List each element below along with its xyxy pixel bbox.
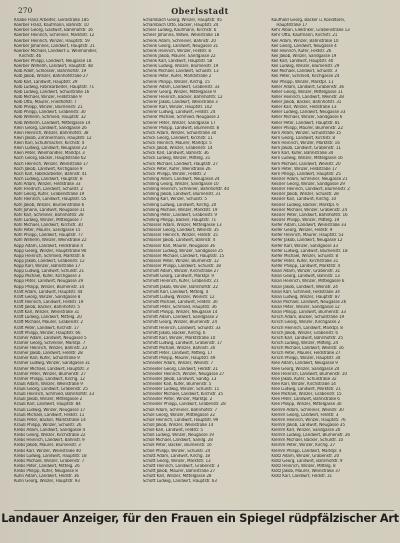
directory-entry: Klotz Georg, Landwirt, Bahnhofstr. 9 (271, 458, 343, 464)
directory-entry: Klein Peter, Weinhändler, Marktpl. 3 (14, 151, 85, 157)
directory-entry: Krauß Ludwig, Winzer, Neugasse 17 (14, 407, 86, 413)
directory-entry: Kern Philipp, Landwirt, Hauptstr. 25 (271, 171, 341, 177)
directory-entry: Krebs Karl, Winzer, Weinstraße 40 (14, 448, 81, 454)
directory-entry: Schick Adam, Winzer, Schulstraße 30 (142, 130, 217, 136)
directory-entry: Kessler Heinrich, Landwirt, Blumenstr. 2 (271, 187, 350, 193)
directory-entry: Keil Karl, Landwirt, Hauptstr. 40 (271, 59, 334, 64)
directory-entry: Knabe Franz Arbeiter, Gerastraße 185 (14, 18, 89, 23)
directory-entry: Kessler Peter, Landwirt, Bahnhofstr. 16 (271, 212, 348, 218)
directory-entry: Kilian Philipp, Landwirt, Blumenstr. 33 (271, 310, 346, 316)
directory-entry: Kopp Georg, Winzer, Hauptstraße 90 (14, 248, 87, 254)
directory-entry: Schmitt Jakob, Bäcker, Kirchg. 6 (142, 330, 206, 336)
directory-entry: Kramer Philipp, Landwirt, Kirchg. 12 (14, 376, 85, 382)
directory-entry: Kessler Georg, Winzer, Sandgasse 29 (271, 182, 345, 187)
directory-entry: Klotz Heinrich, Winzer, Mittelg. 8 (271, 463, 336, 469)
directory-entry: Kraft Ludwig, Landwirt, Mittelg. 20 (14, 315, 82, 321)
directory-entry: Krebs Georg, Winzer, Kirchstraße 22 (14, 433, 86, 439)
directory-entry: Schenk Adam, Schreiner, Bahnstr. 20 (142, 38, 216, 44)
directory-entry: Kraft Adam, Landwirt, Hauptstr. 44 (14, 289, 83, 295)
directory-entry: Schmidt Karl, Landwirt, Mittelg. 4 (142, 289, 209, 295)
directory-entry: Koerber Philipp, Landwirt, Neugasse 18 (14, 59, 92, 64)
directory-entry: Klee Peter, Landwirt, Bahnstraße 6 (271, 397, 340, 403)
directory-entry: Klee Karl, Winzer, Kirchstraße 14 (271, 381, 336, 387)
directory-entry: Kilian Ludwig, Winzer, Hauptstr. 87 (271, 294, 340, 300)
directory-entry: Keil Georg, Landwirt, Neugasse 4 (271, 43, 337, 49)
directory-entry: Scholl Georg, Winzer, Mittelgasse 22 (142, 412, 215, 418)
directory-entry: Krauß Philipp, Winzer, Schulstr. 26 (14, 422, 82, 428)
directory-entry: Schenk Peter, Küfer, Marktstraße 2 (142, 74, 212, 80)
directory-entry: Kiefer Ludwig, Landwirt, Blumenstr. 18 (271, 248, 348, 254)
directory-entry: Krebs Peter, Landwirt, Mittelg. 26 (14, 463, 80, 469)
directory-entry: Kramer Georg, Schreiner, Marktpl. 7 (14, 340, 86, 346)
directory-entry: Schott Jakob, Maurer, Bahnstraße 27 (142, 469, 216, 474)
directory-entry: Koerber Johannes, Landwirt, Hauptstr. 21 (14, 43, 95, 49)
directory-entry: Schmidt Jakob, Winzer, Bahnhofstr. 22 (142, 284, 218, 290)
directory-entry: Krauß Michael, Landwirt, Feldstr. 11 (14, 412, 85, 418)
directory-entry: Klee Philipp, Winzer, Mittelgasse 30 (271, 402, 342, 408)
directory-entry: Schmitt Peter, Landwirt, Mittelg. 17 (142, 351, 213, 357)
directory-entry: Krauß Karl, Landwirt, Hauptstr. 84 (14, 402, 81, 408)
directory-entry: Kraft Heinrich, Landwirt, Feldstr. 19 (14, 299, 84, 305)
directory-entry: Kohl Wilhelm, Winzer, Weinstraße 22 (14, 238, 87, 244)
directory-entry: Schneider Michael, Landwirt, Kirchstr. 35 (142, 392, 223, 398)
directory-entry: Schneider Philipp, Landwirt, Grabenstr. 28 (142, 402, 226, 408)
directory-entry: Klee Michael, Winzer, Grabenstr. 15 (271, 392, 342, 398)
directory-entry: Schenk Michael, Landwirt, Schulstr. 13 (142, 69, 219, 75)
directory-entry: Schmitt Ludwig, Landwirt, Grabenstr. 17 (142, 340, 222, 346)
directory-entry: Schenk Karl, Landwirt, Hauptstr. 58 (142, 59, 213, 64)
directory-entry: Schilling Georg, Winzer, Sandgasse 10 (142, 182, 219, 187)
footer-advertisement: Landauer Anzeiger, für den Frauen ein Spiegel rüdpfälzischer Art (1, 512, 399, 525)
directory-entry: Kramer Jakob, Landwirt, Feldstr. 28 (14, 351, 83, 357)
directory-entry: Scherer Ludwig, Landwirt, Feldstr. 24 (142, 110, 216, 116)
directory-entry: Keller Ludwig, Landwirt, Neugasse 33 (271, 110, 346, 116)
directory-entry: Kilian Jakob, Landwirt, Weinstr. 24 (271, 284, 338, 290)
directory-entry: Schott Adam, Landwirt, Kirchg. 18 (142, 453, 210, 459)
directory-entry: Kolb Ludwig, Fabrikarbeiter, Hauptstr. 71 (14, 84, 94, 90)
directory-entry: Klemm Philipp, Landwirt, Marktpl. 4 (271, 448, 342, 454)
directory-entry: Schlosser Heinrich, Winzer, Feldstr. 15 (142, 233, 218, 239)
directory-entry: Schott Karl, Winzer, Mittelgasse 28 (142, 474, 212, 480)
directory-entry: Kirchstr. 46 (19, 53, 42, 59)
directory-entry: Kehr Otto, Kaufmann, Kirchstr. 21 (271, 33, 338, 39)
directory-entry: Kern Heinrich, Winzer, Marktstr. 16 (271, 141, 340, 146)
directory-entry: Kohl Philipp, Landwirt, Hauptstr. 77 (14, 233, 83, 239)
directory-entry: Scholl Ludwig, Winzer, Neugasse 19 (142, 433, 214, 439)
directory-entry: Schmidt Georg, Landwirt, Marktpl. 9 (142, 274, 214, 280)
directory-entry: Kirsch Ludwig, Winzer, Mittelg. 24 (271, 340, 339, 346)
directory-entry: Schick Ludwig, Winzer, Mittelg. 31 (142, 156, 211, 162)
directory-entry: Scholl Heinrich, Landwirt, Hauptstr. 99 (142, 417, 219, 423)
directory-entry: Schmitt Georg, Winzer, Blumenstr. 24 (142, 320, 217, 326)
directory-entry: Krauß Jakob, Winzer, Mittelgasse 2 (14, 397, 83, 403)
directory-entry: Kirsch Adam, Bäcker, Schulstraße 19 (271, 315, 345, 321)
directory-entry: Klein Georg, Landwirt, Sandgasse 26 (14, 125, 87, 131)
directory-entry: Schlosser Georg, Landwirt, Weinstr. 35 (142, 228, 219, 234)
directory-entry: Schneider Heinrich, Winzer, Neugasse 27 (142, 371, 225, 377)
directory-entry: Kiefer Michael, Winzer, Schulstr. 8 (271, 253, 339, 259)
directory-entry: Kiefer Jakob, Landwirt, Neugasse 12 (271, 238, 343, 244)
directory-entry: Scholl Michael, Landwirt, Sandg. 28 (142, 438, 213, 444)
directory-entry: Klemm Adam, Schreiner, Weinstr. 30 (271, 407, 344, 413)
directory-entry: Schick Michael, Landwirt, Hauptstr. 27 (142, 161, 218, 167)
directory-entry: Schneider Georg, Landwirt, Feldstr. 21 (142, 366, 218, 372)
directory-entry: Kolb Wilhelm, Schmied, Hauptstr. 32 (14, 115, 86, 121)
directory-entry: Krebs Jakob, Maurer, Blumenstr. 3 (14, 443, 81, 449)
directory-entry: Kolb Philipp, Landwirt, Grabenstr. 30 (14, 110, 86, 116)
directory-entry: Kraft Peter, Landwirt, Kirchstr. 17 (14, 325, 79, 331)
directory-entry: Kirsch Heinrich, Landwirt, Marktpl. 8 (271, 325, 343, 331)
directory-entry: Krauß Peter, Bäcker, Marktstraße 14 (14, 417, 86, 423)
directory-entry: Kohl Johann, Landwirt, Neugasse 11 (14, 207, 85, 213)
directory-entry: Klotz Jakob, Maurer, Weinstraße 37 (271, 469, 341, 474)
directory-entry: Kopp Jakob, Landwirt, Grabenstr. 12 (14, 258, 85, 264)
directory-entry: Klee Adam, Landwirt, Neugasse 9 (271, 361, 338, 367)
directory-entry: Kraft Georg, Winzer, Sandgasse 8 (14, 294, 81, 300)
directory-entry: Kohl Ludwig, Winzer, Mittelgasse 7 (14, 217, 83, 223)
directory-entry: Keller Heinrich, Landwirt, Weinstr. 28 (271, 94, 344, 100)
directory-entry: Schneider Peter, Winzer, Marktpl. 2 (142, 397, 213, 403)
directory-entry: Hauptstraße 17 (276, 23, 308, 29)
directory-entry: Kessler Karl, Landwirt, Kirchg. 10 (271, 197, 337, 203)
directory-entry: Scherer Adam, Landwirt, Grabenstr. 33 (142, 84, 220, 90)
directory-entry: Schlosser Jakob, Landwirt, Bahnstr. 4 (142, 238, 216, 244)
directory-entry: Koch Jakob, Landwirt, Kirchgasse 9 (14, 166, 83, 172)
directory-entry: Kilian Heinrich, Winzer, Mittelgasse 6 (271, 279, 345, 285)
directory-entry: Kern Ludwig, Winzer, Mittelgasse 16 (271, 156, 343, 162)
directory-entry: Scholl Jakob, Winzer, Weinstraße 14 (142, 422, 214, 428)
directory-entry: Scheer Ludwig, Kaufmann, Kirchstr. 6 (142, 28, 217, 34)
directory-entry: Schick Peter, Küfer, Weinstraße 26 (142, 166, 211, 172)
directory-entry: Koerber Franz, Kaufmann, Bahnstr. 10 (14, 23, 89, 29)
directory-entry: Kolb Otto, Maurer, Friedhofstr. 7 (14, 100, 77, 105)
directory-entry: Krauß Heinrich, Schmied, Bahnhofstr. 33 (14, 392, 94, 398)
directory-entry: Scherer Philipp, Landwirt, Blumenstr. 8 (142, 125, 220, 131)
directory-entry: Kern Karl, Küfer, Bahnstraße 34 (271, 151, 334, 157)
directory-entry: Schneider Karl, Küfer, Blumenstr. 5 (142, 381, 212, 387)
directory-entry: Schenk Heinrich, Winzer, Feldstr. 8 (142, 48, 211, 54)
directory-entry: Schenk Ludwig, Winzer, Blumenstr. 19 (142, 64, 219, 70)
directory-entry: Koerber Michael, Landwirt u. Weinhändler, (14, 48, 98, 54)
directory-entry: Kopp Philipp, Winzer, Blumenstr. 14 (14, 284, 85, 290)
directory-entry: Klee Ludwig, Landwirt, Marktstr. 21 (271, 387, 341, 392)
directory-entry: Schlosser Peter, Winzer, Blumenstr. 12 (142, 258, 219, 264)
directory-entry: Klemm Michael, Bäcker, Schulstr. 10 (271, 438, 344, 444)
directory-entry: Kessler Adam, Schreiner, Neugasse 21 (271, 176, 348, 182)
directory-entry: Kaufhold Georg, Bäcker u. Konditorei, (271, 18, 346, 23)
directory-entry: Kirsch Jakob, Winzer, Grabenstr. 6 (271, 330, 338, 336)
directory-entry: Kohl Michael, Landwirt, Kirchstr. 30 (14, 223, 83, 228)
directory-entry: Scherer Michael, Schmied, Neugasse 2 (142, 115, 220, 121)
directory-entry: Schilling Philipp, Bäcker, Hauptstr. 71 (142, 217, 217, 223)
directory-entry: Kiefer Karl, Winzer, Sandgasse 33 (271, 243, 338, 249)
directory-entry: Kilian Adam, Winzer, Grabenstr. 31 (271, 269, 341, 275)
directory-entry: Kehr Alban, Elektriker, Grabenstraße 13 (271, 28, 350, 34)
directory-entry: Scherer Jakob, Landwirt, Weinstraße 3 (142, 100, 218, 105)
directory-entry: Kopp Ludwig, Landwirt, Schulstr. 21 (14, 269, 85, 275)
directory-entry: Kern Georg, Landwirt, Kirchstr. 8 (271, 135, 335, 141)
directory-entry: Klemm Peter, Winzer, Kirchg. 27 (271, 443, 336, 449)
directory-entry: Schmidt Heinrich, Küfer, Grabenstr. 21 (142, 279, 219, 285)
directory-entry: Kirsch Karl, Landwirt, Bahnhofstr. 25 (271, 335, 343, 341)
directory-entry: Krauß Adam, Winzer, Weinstraße 9 (14, 381, 83, 387)
directory-entry: Kraft Michael, Maurer, Grabenstr. 2 (14, 320, 83, 326)
directory-entry: Schenk Jakob, Maurer, Sandgasse 22 (142, 53, 216, 59)
directory-entry: Schneider Adam, Winzer, Weinstr. 7 (142, 361, 214, 367)
directory-entry: Schmitt Philipp, Maurer, Hauptstr. 49 (142, 356, 216, 362)
directory-entry: Krebs Heinrich, Landwirt, Bahnstr. 9 (14, 438, 85, 444)
directory-entry: Krauß Georg, Landwirt, Grabenstr. 25 (14, 387, 88, 392)
directory-entry: Scherer Heinrich, Bäcker, Bahnhofstr. 12 (142, 94, 223, 100)
directory-entry: Scherer Karl, Winzer, Hauptstr. 102 (142, 105, 212, 111)
directory-entry: Schilling Peter, Landwirt, Grabenstr. 9 (142, 212, 217, 218)
directory-entry: Kiefer Adam, Landwirt, Weinstraße 33 (271, 223, 347, 228)
directory-entry: Schilling Adam, Landwirt, Neugasse 24 (142, 176, 220, 182)
directory-entry: Kuhn Georg, Winzer, Hauptstr. 93 (14, 479, 80, 485)
directory-entry: Schlosser Philipp, Landwirt, Schulstr. 18 (142, 264, 221, 269)
directory-entry: Schlosser Karl, Maurer, Neugasse 36 (142, 243, 215, 249)
directory-entry: Keller Michael, Winzer, Sandgasse 6 (271, 115, 343, 121)
directory-entry: Scherer Georg, Winzer, Mittelgasse 9 (142, 89, 216, 95)
directory-entry: Klemm Jakob, Landwirt, Neugasse 35 (271, 422, 345, 428)
directory-entry: Schambach Georg, Winzer, Hauptstr. 45 (142, 18, 222, 23)
directory-entry: Kohl Jakob, Winzer, Blumenstraße 6 (14, 202, 85, 208)
directory-entry: Klein Jakob, Zimmermann, Hauptstr. 12 (14, 135, 92, 141)
directory-entry: Keller Karl, Winzer, Feldstraße 13 (271, 105, 337, 111)
directory-entry: Kramer Karl, Küfer, Schulstraße 9 (14, 356, 80, 362)
directory-entry: Kirsch Michael, Landwirt, Weinstr. 16 (271, 346, 344, 351)
directory-entry: Keller Georg, Winzer, Mittelgasse 11 (271, 89, 343, 95)
footer-divider (14, 510, 394, 511)
directory-entry: Klemm Ludwig, Landwirt, Blumenstr. 26 (271, 433, 350, 439)
directory-entry: Kilian Peter, Winzer, Sandgasse 12 (271, 305, 340, 310)
directory-entry: Klein Ludwig, Landwirt, Neugasse 23 (14, 146, 87, 152)
directory-entry: Scherer Peter, Winzer, Sandgasse 17 (142, 120, 216, 126)
directory-entry: Kolb Jakob, Winzer, Bahnhofstraße 27 (14, 74, 88, 80)
directory-entry: Kilian Karl, Schmied, Feldstraße 34 (271, 289, 340, 295)
directory-entry: Schmidt Michael, Landwirt, Feldstr. 30 (142, 299, 218, 305)
directory-entry: Keil Heinrich, Küfer, Feldstr. 26 (271, 48, 332, 54)
directory-entry: Schilling Karl, Winzer, Schulstr. 5 (142, 197, 207, 203)
directory-entry: Klemm Heinrich, Winzer, Hauptstr. 76 (271, 417, 346, 423)
directory-entry: Scholl Peter, Bäcker, Blumenstr. 16 (142, 443, 212, 449)
directory-entry: Schilling Michael, Winzer, Marktstr. 19 (142, 207, 218, 213)
directory-entry: Kolb Ludwig, Landwirt, Schulstraße 16 (14, 89, 90, 95)
directory-entry: Schneider Ludwig, Winzer, Schulstr. 11 (142, 387, 220, 392)
directory-entry: Kopp Adam, Landwirt, Feldstraße 4 (14, 243, 83, 249)
directory-entry: Krebs Philipp, Küfer, Neugasse 8 (14, 469, 78, 474)
directory-entry: Klotz Karl, Landwirt, Feldstr. 31 (271, 474, 333, 480)
directory-entry: Klotz Adam, Winzer, Grabenstr. 20 (271, 453, 340, 459)
directory-entry: Kopp Peter, Landwirt, Neugasse 29 (14, 279, 84, 285)
directory-entry: Klemm Georg, Landwirt, Feldstr. 3 (271, 412, 339, 418)
directory-entry: Kilian Georg, Landwirt, Bahnstr. 13 (271, 274, 340, 280)
directory-entry: Schilling Jakob, Landwirt, Blumenstr. 31 (142, 192, 221, 198)
directory-entry: Schilling Heinrich, Schreiner, Bahnhofstr. 40 (142, 187, 230, 193)
directory-entry: Kraft Karl, Winzer, Weinstraße 31 (14, 310, 80, 316)
column-middle (143, 18, 266, 510)
directory-entry: Schmitt Adam, Landwirt, Sandgasse 2 (142, 315, 218, 321)
directory-entry: Koch Heinrich, Winzer, Weinstraße 17 (14, 161, 89, 167)
directory-entry: Kohl Heinrich, Landwirt, Hauptstr. 55 (14, 197, 87, 203)
directory-entry: Kramer Adam, Landwirt, Neugasse 5 (14, 335, 87, 341)
directory-entry: Schmidt Ludwig, Winzer, Weinstr. 12 (142, 294, 215, 300)
directory-entry: Keil Peter, Schmied, Kirchgasse 24 (271, 74, 340, 80)
directory-entry: Kessler Michael, Winzer, Grabenstr. 24 (271, 207, 347, 213)
directory-entry: Schott Heinrich, Landwirt, Grabenstr. 3 (142, 463, 220, 469)
directory-entry: Krebs Ludwig, Landwirt, Hauptstr. 18 (14, 453, 87, 459)
directory-entry: Keil Michael, Landwirt, Schulstr. 3 (271, 69, 338, 75)
directory-entry: Keil Ludwig, Winzer, Blumenstr. 29 (271, 64, 340, 70)
directory-entry: Scholl Karl, Landwirt, Feldstr. 5 (142, 428, 203, 433)
directory-entry: Koerber Wilhelm, Landwirt, Hauptstr. 48 (14, 64, 93, 70)
directory-entry: Koerber Heinrich, Schreiner, Marktstr. 12 (14, 33, 95, 39)
directory-entry: Kohl Karl, Schreiner, Bahnhofstr. 28 (14, 212, 84, 218)
directory-entry: Schmidt Peter, Schmied, Hauptstr. 36 (142, 305, 217, 310)
directory-entry: Kiefer Peter, Küfer, Kirchstraße 31 (271, 258, 339, 264)
directory-entry: Keller Jakob, Bäcker, Bahnhofstr. 31 (271, 100, 342, 105)
directory-entry: Kramer Peter, Winzer, Blumenstr. 27 (14, 371, 86, 377)
directory-entry: Kessler Ludwig, Bäcker, Marktpl. 6 (271, 202, 339, 208)
directory-entry: Kohl Peter, Maurer, Sandgasse 15 (14, 228, 81, 234)
directory-entry: Kolb Philipp, Winzer, Blumenstr. 21 (14, 105, 83, 111)
directory-entry: Kiefer Georg, Winzer, Feldstr. 9 (271, 228, 333, 234)
page-number: 270 (18, 6, 33, 15)
directory-entry: Scheer Johanna, Witwe, Weinstraße 18 (142, 33, 220, 39)
directory-entry: Kern Peter, Winzer, Feldstraße 17 (271, 166, 337, 172)
directory-entry: Klein Karl, Schuhmacher, Kirchstr. 4 (14, 141, 85, 146)
directory-entry: Klemm Karl, Winzer, Sandgasse 20 (271, 428, 341, 433)
directory-entry: Schmidt Philipp, Winzer, Neugasse 14 (142, 310, 218, 316)
directory-entry: Kirsch Peter, Maurer, Feldstraße 27 (271, 351, 341, 357)
directory-entry: Kraft Philipp, Winzer, Hauptstr. 66 (14, 330, 81, 336)
directory-entry: Klein Heinrich, Winzer, Bahnhofstr. 38 (14, 130, 89, 136)
directory-entry: Schmitt Karl, Winzer, Marktstraße 10 (142, 335, 216, 341)
directory-entry: Krebs Adam, Landwirt, Sandgasse 4 (14, 428, 86, 433)
column-left (14, 18, 137, 510)
directory-entry: Koerber Georg, Gastwirt, Bahnhofstr. 16 (14, 28, 93, 34)
directory-entry: Keil Adam, Winzer, Bahnstraße 10 (271, 38, 339, 44)
directory-entry: Kern Adam, Winzer, Schulstraße 15 (271, 130, 341, 136)
directory-entry: Scholl Adam, Schreiner, Bahnhofstr. 7 (142, 407, 217, 413)
directory-entry: Scholl Philipp, Winzer, Schulstr. 24 (142, 448, 211, 454)
directory-entry: Kirsch Philipp, Winzer, Hauptstr. 34 (271, 356, 341, 362)
directory-entry: Klee Georg, Winzer, Sandgasse 24 (271, 366, 340, 372)
directory-entry: Kramer Ludwig, Winzer, Sandgasse 31 (14, 361, 91, 367)
directory-entry: Klee Jakob, Küfer, Schulstraße 32 (271, 376, 337, 382)
directory-entry: Kohl Adam, Winzer, Feldstraße 33 (14, 182, 81, 187)
directory-entry: Schneider Jakob, Landwirt, Sandg. 13 (142, 376, 217, 382)
directory-entry: Schmidt Adam, Winzer, Kirchstraße 27 (142, 269, 219, 275)
directory-entry: Schlosser Michael, Landwirt, Hauptstr. 15 (142, 253, 225, 259)
directory-entry: Kolb Wilhelm, Landwirt, Mittelgasse 14 (14, 120, 91, 126)
directory-entry: Kolb Michael, Winzer, Feldstraße 9 (14, 94, 82, 100)
directory-entry: Schick Philipp, Winzer, Feldstr. 2 (142, 171, 206, 177)
directory-entry: Schick Georg, Landwirt, Kirchstr. 11 (142, 135, 213, 141)
directory-entry: Schott Ludwig, Landwirt, Hauptstr. 63 (142, 479, 217, 485)
directory-entry: Kolb Karl, Landwirt, Hauptstr. 29 (14, 79, 78, 85)
directory-entry: Keil Jakob, Winzer, Sandgasse 19 (271, 53, 337, 59)
directory-entry: Keller Philipp, Maurer, Blumenstr. 22 (271, 125, 343, 131)
directory-entry: Schlosser Ludwig, Winzer, Sandgasse 25 (142, 248, 223, 254)
directory-entry: Schmitt Heinrich, Landwirt, Schulstr. 33 (142, 325, 221, 331)
directory-entry: Schick Karl, Landwirt, Bahnstr. 36 (142, 151, 209, 157)
directory-entry: Kohl Georg, Küfer, Grabenstraße 19 (14, 192, 85, 198)
directory-entry: Schenk Georg, Landwirt, Neugasse 31 (142, 43, 219, 49)
directory-entry: Schilling Ludwig, Landwirt, Kirchg. 20 (142, 202, 217, 208)
directory-entry: Koch Ludwig, Landwirt, Hauptstr. 8 (14, 176, 83, 182)
directory-entry: Koch Georg, Bäcker, Hauptstraße 62 (14, 156, 86, 162)
directory-entry: Kramer Michael, Landwirt, Hauptstr. 3 (14, 366, 89, 372)
directory-entry: Schick Heinrich, Maurer, Marktpl. 5 (142, 141, 212, 146)
directory-entry: Keller Peter, Landwirt, Hauptstr. 81 (271, 120, 340, 126)
directory-entry: Keller Adam, Landwirt, Grabenstr. 36 (271, 84, 344, 90)
directory-entry: Keil Philipp, Winzer, Marktpl. 11 (271, 79, 334, 85)
directory-entry: Kopp Heinrich, Schmied, Marktstr. 8 (14, 253, 85, 259)
page-title: Oberlsstadt (171, 6, 229, 16)
directory-entry: Kern Michael, Landwirt, Weinstr. 20 (271, 161, 341, 167)
directory-entry: Schmitt Michael, Winzer, Bahnstr. 30 (142, 346, 216, 351)
directory-entry: Schlosser Adam, Winzer, Mittelgasse 13 (142, 223, 222, 228)
directory-entry: Koerber Heinrich, Winzer, Hauptstr. 59 (14, 38, 90, 44)
directory-entry: Kopp Karl, Winzer, Bahnstraße 17 (14, 264, 81, 269)
directory-entry: Kern Jakob, Landwirt, Grabenstr. 11 (271, 146, 341, 152)
directory-entry: Koch Karl, Fabrikarbeiter, Bahnstr. 41 (14, 171, 87, 177)
column-right (271, 18, 394, 510)
directory-entry: Kessler Philipp, Winzer, Mittelg. 19 (271, 217, 340, 223)
directory-entry: Kirsch Georg, Winzer, Kirchgasse 2 (271, 320, 341, 326)
directory-entry: Schick Jakob, Winzer, Grabenstr. 14 (142, 146, 213, 152)
directory-entry: Schambach Otto, Bäcker, Hauptstr. 24 (142, 23, 219, 29)
directory-columns (14, 18, 394, 510)
directory-entry: Kopp Michael, Küfer, Kirchgasse 3 (14, 274, 81, 280)
directory-entry: Kilian Michael, Landwirt, Neugasse 26 (271, 299, 347, 305)
directory-entry: Kiefer Philipp, Landwirt, Marktstr. 4 (271, 264, 341, 269)
directory-entry: Krebs Michael, Winzer, Grabenstr. 7 (14, 458, 85, 464)
directory-entry: Klee Heinrich, Landwirt, Blumenstr. 10 (271, 371, 347, 377)
directory-entry: Kolb Adolf, Schlosser, Bahnhofstr. 19 (14, 69, 87, 75)
directory-entry: Kessler Jakob, Winzer, Schulstr. 28 (271, 192, 339, 198)
directory-entry: Kuhn Adam, Landwirt, Feldstr. 36 (14, 474, 79, 480)
directory-entry: Schenk Philipp, Winzer, Kirchg. 15 (142, 79, 210, 85)
directory-entry: Kramer Heinrich, Winzer, Bahnstr. 23 (14, 346, 88, 351)
directory-entry: Kraft Jakob, Bäcker, Bahnhofstr. 5 (14, 305, 80, 310)
directory-entry: Schott Georg, Winzer, Marktstr. 13 (142, 458, 211, 464)
directory-entry: Kiefer Heinrich, Maurer, Hauptstr. 53 (271, 233, 344, 239)
directory-entry: Kohl Friedrich, Landwirt, Schulstr. 2 (14, 187, 83, 193)
